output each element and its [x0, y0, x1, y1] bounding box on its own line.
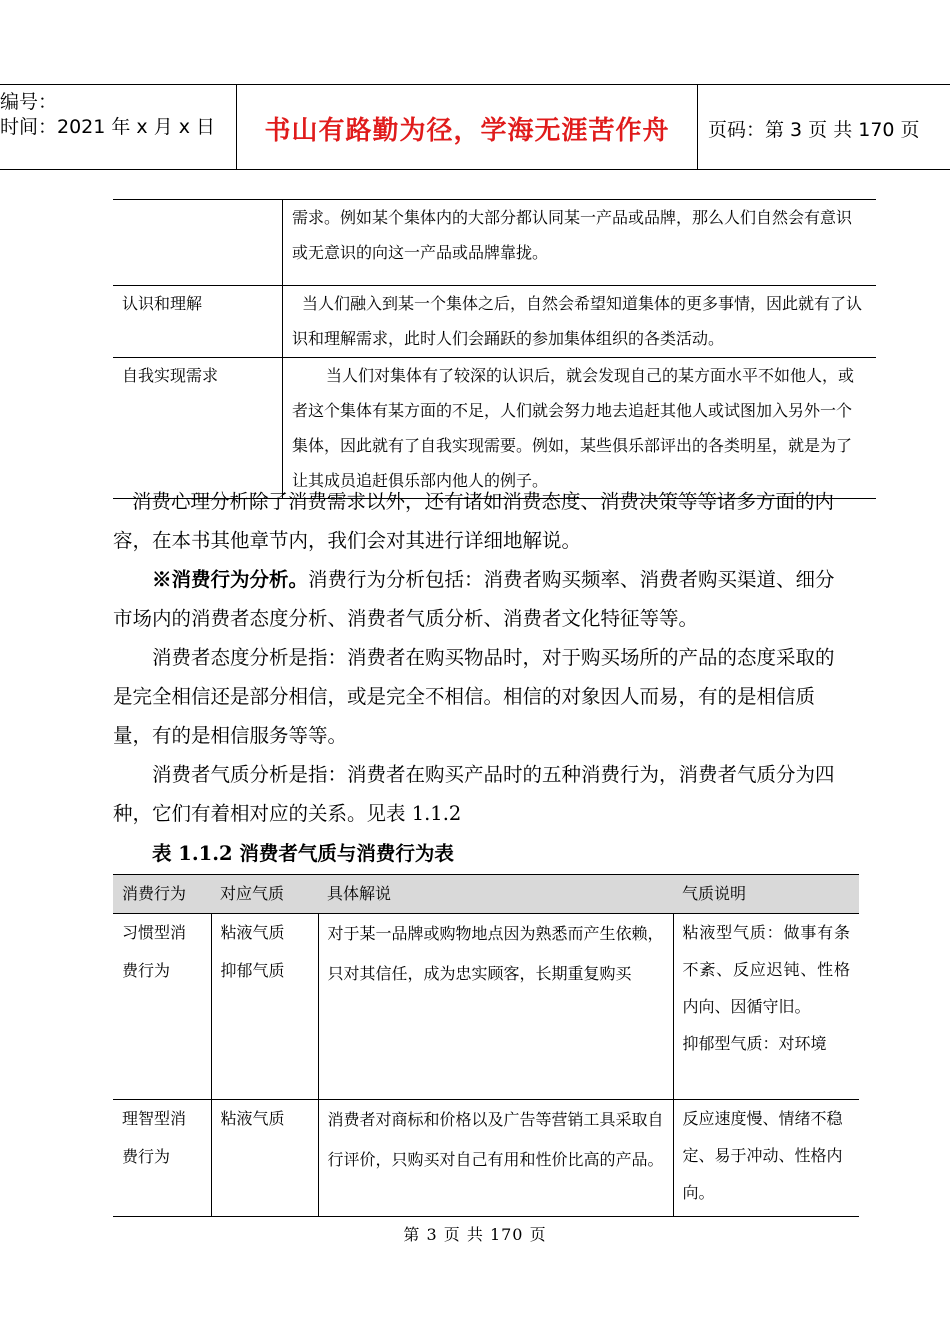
section-keyword: ※消费行为分析。 [152, 568, 309, 591]
table-row [113, 200, 876, 286]
header-page-cell [698, 85, 950, 169]
paragraph [113, 560, 853, 638]
note-cell [673, 914, 859, 1100]
note-cell: 反应速度慢、情绪不稳定、易于冲动、性格内向。 [673, 1100, 859, 1217]
need-label [113, 200, 283, 286]
need-label: 认识和理解 [113, 286, 283, 358]
temperament-value: 粘液气质 [220, 923, 285, 942]
behavior-cell: 理智型消费行为 [113, 1100, 211, 1217]
column-header: 消费行为 [113, 875, 211, 914]
note-text: 粘液型气质：做事有条不紊、反应迟钝、性格内向、因循守旧。 [682, 923, 850, 1016]
page-header [0, 84, 950, 170]
need-text: 当人们对集体有了较深的认识后，就会发现自己的某方面水平不如他人，或者这个集体有某方面的不足，人们就会努力地去追赶其他人或试图加入另外一个集体，因此就有了自我实现需要。例如，某些俱乐部评出的各类明星，就是为了让其成员追赶俱乐部内他人的例子。 [283, 358, 877, 499]
paragraph: 消费者态度分析是指：消费者在购买物品时，对于购买场所的产品的态度采取的是完全相信还是部分相信，或是完全不相信。相信的对象因人而易，有的是相信质量，有的是相信服务等等。 [113, 646, 835, 747]
need-text: 需求。例如某个集体内的大部分都认同某一产品或品牌，那么人们自然会有意识或无意识的向这一产品或品牌靠拢。 [283, 200, 877, 286]
number-label: 编号： [0, 91, 58, 113]
time-label: 时间：2021 年 x 月 x 日 [0, 116, 216, 138]
note-text: 抑郁型气质：对环境 [682, 1034, 827, 1053]
need-label: 自我实现需求 [113, 358, 283, 499]
page-info: 页码：第 3 页 共 170 页 [708, 119, 920, 141]
header-meta [0, 85, 237, 169]
need-table [113, 199, 876, 499]
behavior-table [113, 874, 859, 1217]
motto: 书山有路勤为径，学海无涯苦作舟 [264, 116, 670, 146]
column-header: 对应气质 [211, 875, 318, 914]
temperament-value: 抑郁气质 [220, 961, 285, 980]
temperament-cell: 粘液气质 [211, 1100, 318, 1217]
page-footer: 第 3 页 共 170 页 [403, 1225, 547, 1244]
column-header: 具体解说 [318, 875, 673, 914]
table-row [113, 286, 876, 358]
table-caption: 表 1.1.2 消费者气质与消费行为表 [152, 842, 454, 865]
table-row [113, 358, 876, 499]
paragraph: 消费心理分析除了消费需求以外，还有诸如消费态度、消费决策等等诸多方面的内容，在本书其他章节内，我们会对其进行详细地解说。 [113, 490, 835, 552]
explanation-cell: 消费者对商标和价格以及广告等营销工具采取自行评价，只购买对自己有用和性价比高的产品。 [318, 1100, 673, 1217]
table-row [113, 1100, 859, 1217]
paragraph: 消费者气质分析是指：消费者在购买产品时的五种消费行为，消费者气质分为四种，它们有着相对应的关系。见表 1.1.2 [113, 763, 835, 825]
paragraph-text: 消费行为分析包括：消费者购买频率、消费者购买渠道、细分市场内的消费者态度分析、消费者气质分析、消费者文化特征等等。 [113, 568, 835, 630]
table-header-row [113, 875, 859, 914]
temperament-cell [211, 914, 318, 1100]
explanation-cell: 对于某一品牌或购物地点因为熟悉而产生依赖，只对其信任，成为忠实顾客，长期重复购买 [318, 914, 673, 1100]
need-text: 当人们融入到某一个集体之后，自然会希望知道集体的更多事情，因此就有了认识和理解需求，此时人们会踊跃的参加集体组织的各类活动。 [283, 286, 877, 358]
table-row [113, 914, 859, 1100]
column-header: 气质说明 [673, 875, 859, 914]
header-motto-cell [237, 85, 698, 169]
behavior-cell: 习惯型消费行为 [113, 914, 211, 1100]
